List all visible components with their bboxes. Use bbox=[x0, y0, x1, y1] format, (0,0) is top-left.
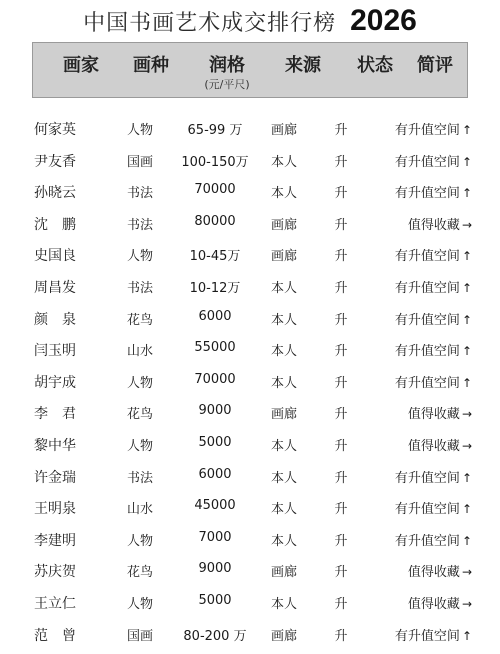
table-row bbox=[0, 112, 500, 144]
price-cell: 100-150万 bbox=[181, 154, 249, 170]
status-cell: 升 bbox=[334, 502, 348, 518]
arrow-up-icon: ↑ bbox=[461, 249, 472, 264]
artist-name: 沈 鹏 bbox=[34, 216, 76, 233]
status-cell: 升 bbox=[334, 154, 348, 170]
table-row bbox=[0, 207, 500, 239]
artist-name: 胡宇成 bbox=[34, 374, 76, 391]
table-row bbox=[0, 333, 500, 365]
genre-cell: 人物 bbox=[126, 123, 153, 138]
artist-name: 尹友香 bbox=[34, 153, 76, 170]
price-cell: 5000 bbox=[198, 592, 232, 608]
artist-name: 闫玉明 bbox=[34, 343, 76, 360]
arrow-right-icon: → bbox=[461, 407, 472, 422]
genre-cell: 国画 bbox=[126, 628, 153, 644]
arrow-right-icon: → bbox=[461, 565, 472, 580]
status-cell: 升 bbox=[334, 438, 348, 454]
genre-cell: 书法 bbox=[126, 280, 153, 296]
source-cell: 本人 bbox=[270, 502, 297, 518]
table-row bbox=[0, 491, 500, 523]
status-cell: 升 bbox=[334, 596, 348, 612]
genre-cell: 花鸟 bbox=[126, 565, 153, 581]
review-text: 有升值空间 bbox=[394, 470, 460, 486]
review-cell bbox=[362, 309, 472, 328]
arrow-up-icon: ↑ bbox=[461, 533, 472, 548]
table-row bbox=[0, 554, 500, 586]
review-cell bbox=[362, 245, 472, 264]
review-text: 有升值空间 bbox=[394, 312, 460, 328]
review-text: 有升值空间 bbox=[394, 502, 460, 518]
review-text: 有升值空间 bbox=[394, 375, 460, 391]
table-row bbox=[0, 302, 500, 334]
genre-cell: 书法 bbox=[126, 186, 153, 202]
review-text: 值得收藏 bbox=[407, 217, 460, 233]
status-cell: 升 bbox=[334, 123, 348, 138]
artist-name: 黎中华 bbox=[34, 437, 76, 454]
review-cell bbox=[362, 372, 472, 391]
table-row bbox=[0, 175, 500, 207]
price-cell: 6000 bbox=[198, 466, 232, 482]
review-cell bbox=[362, 151, 472, 170]
review-cell bbox=[362, 593, 472, 612]
artist-name: 史国良 bbox=[34, 248, 76, 265]
source-cell: 本人 bbox=[270, 312, 297, 328]
status-cell: 升 bbox=[334, 375, 348, 391]
page-title bbox=[0, 4, 500, 40]
header-artist: 画家 bbox=[63, 55, 99, 76]
review-text: 值得收藏 bbox=[407, 565, 460, 581]
source-cell: 画廊 bbox=[270, 249, 297, 265]
status-cell: 升 bbox=[334, 533, 348, 549]
arrow-up-icon: ↑ bbox=[461, 470, 472, 485]
arrow-right-icon: → bbox=[461, 438, 472, 453]
review-cell bbox=[362, 277, 472, 296]
arrow-right-icon: → bbox=[461, 217, 472, 232]
price-cell: 80-200 万 bbox=[183, 628, 247, 644]
table-body bbox=[0, 112, 500, 649]
arrow-up-icon: ↑ bbox=[461, 154, 472, 169]
arrow-up-icon: ↑ bbox=[461, 502, 472, 517]
review-cell bbox=[362, 182, 472, 201]
status-cell: 升 bbox=[334, 344, 348, 360]
table-row bbox=[0, 586, 500, 618]
arrow-up-icon: ↑ bbox=[461, 375, 472, 390]
genre-cell: 人物 bbox=[126, 375, 153, 391]
price-cell: 6000 bbox=[198, 308, 232, 324]
price-cell: 7000 bbox=[198, 529, 232, 545]
genre-cell: 书法 bbox=[126, 470, 153, 486]
artist-name: 苏庆贺 bbox=[34, 564, 76, 581]
price-cell: 9000 bbox=[198, 403, 232, 419]
status-cell: 升 bbox=[334, 186, 348, 202]
table-row bbox=[0, 144, 500, 176]
source-cell: 画廊 bbox=[270, 123, 297, 138]
review-text: 有升值空间 bbox=[394, 280, 460, 296]
arrow-up-icon: ↑ bbox=[461, 123, 472, 137]
genre-cell: 人物 bbox=[126, 533, 153, 549]
review-cell bbox=[362, 435, 472, 454]
status-cell: 升 bbox=[334, 280, 348, 296]
table-header bbox=[32, 42, 468, 98]
source-cell: 本人 bbox=[270, 533, 297, 549]
status-cell: 升 bbox=[334, 470, 348, 486]
arrow-up-icon: ↑ bbox=[461, 312, 472, 327]
artist-name: 范 曾 bbox=[34, 627, 76, 644]
header-status: 状态 bbox=[357, 55, 393, 76]
price-cell: 10-12万 bbox=[189, 280, 241, 296]
source-cell: 本人 bbox=[270, 470, 297, 486]
price-cell: 70000 bbox=[194, 182, 236, 198]
status-cell: 升 bbox=[334, 565, 348, 581]
artist-name: 周昌发 bbox=[34, 279, 76, 296]
source-cell: 本人 bbox=[270, 344, 297, 360]
arrow-right-icon: → bbox=[461, 596, 472, 611]
review-cell bbox=[362, 340, 472, 359]
status-cell: 升 bbox=[334, 217, 348, 233]
review-text: 有升值空间 bbox=[394, 628, 460, 644]
source-cell: 画廊 bbox=[270, 407, 297, 423]
genre-cell: 国画 bbox=[126, 154, 153, 170]
genre-cell: 山水 bbox=[126, 502, 153, 518]
source-cell: 画廊 bbox=[270, 565, 297, 581]
source-cell: 本人 bbox=[270, 186, 297, 202]
table-row bbox=[0, 460, 500, 492]
review-cell bbox=[362, 467, 472, 486]
artist-name: 李建明 bbox=[34, 532, 76, 549]
status-cell: 升 bbox=[334, 312, 348, 328]
genre-cell: 书法 bbox=[126, 217, 153, 233]
artist-name: 李 君 bbox=[34, 406, 76, 423]
review-text: 值得收藏 bbox=[407, 438, 460, 454]
source-cell: 本人 bbox=[270, 280, 297, 296]
table-row bbox=[0, 618, 500, 650]
header-price-unit: (元/平尺) bbox=[204, 78, 250, 91]
genre-cell: 花鸟 bbox=[126, 312, 153, 328]
price-cell: 9000 bbox=[198, 561, 232, 577]
price-cell: 65-99 万 bbox=[187, 123, 243, 138]
genre-cell: 人物 bbox=[126, 596, 153, 612]
genre-cell: 人物 bbox=[126, 438, 153, 454]
review-cell bbox=[362, 530, 472, 549]
review-text: 有升值空间 bbox=[394, 533, 460, 549]
review-cell bbox=[362, 498, 472, 517]
review-cell bbox=[362, 561, 472, 580]
review-text: 有升值空间 bbox=[394, 186, 460, 202]
genre-cell: 山水 bbox=[126, 344, 153, 360]
review-text: 有升值空间 bbox=[394, 154, 460, 170]
source-cell: 画廊 bbox=[270, 628, 297, 644]
header-price: 润格 bbox=[209, 55, 245, 76]
artist-name: 孙晓云 bbox=[34, 185, 76, 202]
table-row bbox=[0, 428, 500, 460]
source-cell: 画廊 bbox=[270, 217, 297, 233]
title-text: 中国书画艺术成交排行榜 bbox=[83, 11, 337, 36]
table-row bbox=[0, 523, 500, 555]
header-source: 来源 bbox=[285, 55, 321, 76]
price-cell: 80000 bbox=[194, 213, 236, 229]
price-cell: 70000 bbox=[194, 371, 236, 387]
arrow-up-icon: ↑ bbox=[461, 280, 472, 295]
source-cell: 本人 bbox=[270, 596, 297, 612]
header-review: 简评 bbox=[417, 55, 453, 76]
genre-cell: 人物 bbox=[126, 249, 153, 265]
genre-cell: 花鸟 bbox=[126, 407, 153, 423]
review-cell bbox=[362, 403, 472, 422]
table-row bbox=[0, 238, 500, 270]
header-genre: 画种 bbox=[133, 55, 169, 76]
artist-name: 王立仁 bbox=[34, 595, 76, 612]
source-cell: 本人 bbox=[270, 154, 297, 170]
arrow-up-icon: ↑ bbox=[461, 344, 472, 359]
artist-name: 许金瑞 bbox=[34, 469, 76, 486]
artist-name: 王明泉 bbox=[34, 501, 76, 518]
price-cell: 5000 bbox=[198, 434, 232, 450]
review-text: 值得收藏 bbox=[407, 407, 460, 423]
price-cell: 45000 bbox=[194, 498, 236, 514]
artist-name: 何家英 bbox=[34, 122, 76, 138]
review-text: 值得收藏 bbox=[407, 596, 460, 612]
review-cell bbox=[362, 214, 472, 233]
arrow-up-icon: ↑ bbox=[461, 186, 472, 201]
price-cell: 55000 bbox=[194, 340, 236, 356]
status-cell: 升 bbox=[334, 407, 348, 423]
review-text: 有升值空间 bbox=[394, 123, 460, 138]
source-cell: 本人 bbox=[270, 375, 297, 391]
table-row bbox=[0, 396, 500, 428]
status-cell: 升 bbox=[334, 249, 348, 265]
source-cell: 本人 bbox=[270, 438, 297, 454]
title-year: 2026 bbox=[350, 4, 417, 37]
status-cell: 升 bbox=[334, 628, 348, 644]
table-row bbox=[0, 365, 500, 397]
review-cell bbox=[362, 119, 472, 138]
table-row bbox=[0, 270, 500, 302]
price-cell: 10-45万 bbox=[189, 249, 241, 265]
artist-name: 颜 泉 bbox=[34, 311, 76, 328]
review-text: 有升值空间 bbox=[394, 249, 460, 265]
arrow-up-icon: ↑ bbox=[461, 628, 472, 643]
review-text: 有升值空间 bbox=[394, 344, 460, 360]
review-cell bbox=[362, 625, 472, 644]
